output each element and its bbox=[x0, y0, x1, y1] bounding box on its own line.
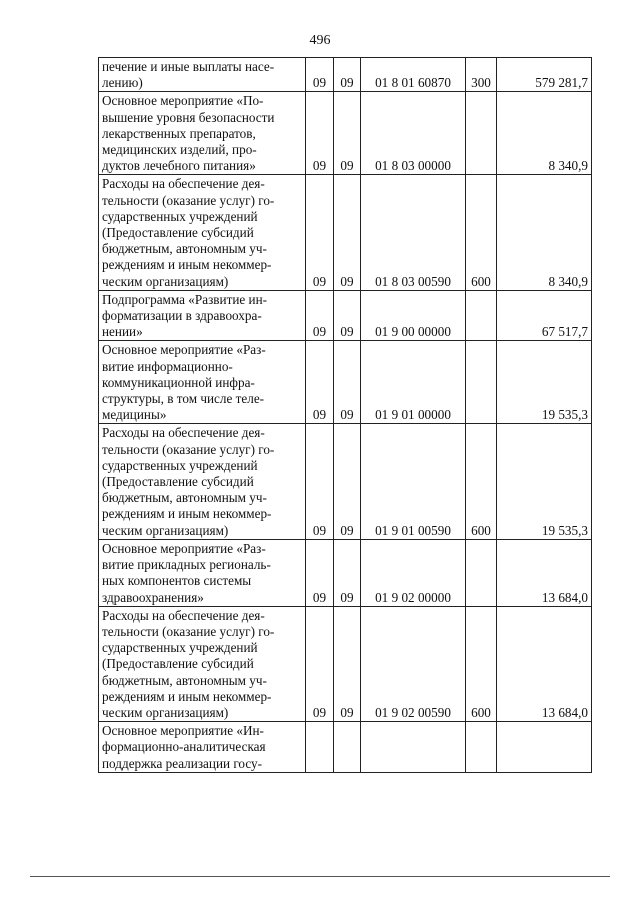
section-code-cell: 09 bbox=[306, 58, 334, 92]
table-row bbox=[99, 290, 592, 341]
expense-name-line: реждениям и иным некоммер- bbox=[102, 506, 272, 522]
expense-name-line: формационно-аналитическая bbox=[102, 739, 266, 755]
table-row bbox=[99, 175, 592, 290]
target-article-cell: 01 9 01 00000 bbox=[361, 341, 466, 424]
expense-name-cell bbox=[99, 722, 306, 773]
expense-name-cell bbox=[99, 606, 306, 721]
expense-name-cell bbox=[99, 341, 306, 424]
target-article-cell: 01 9 01 00590 bbox=[361, 424, 466, 539]
expense-name-line: (Предоставление субсидий bbox=[102, 225, 254, 241]
target-article-cell bbox=[361, 722, 466, 773]
expense-name-line: витие информационно- bbox=[102, 358, 233, 374]
subsection-code-cell bbox=[334, 722, 361, 773]
expense-name-line: ческим организациям) bbox=[102, 704, 229, 720]
expense-type-cell bbox=[466, 92, 497, 175]
expense-name-line: Основное мероприятие «Ин- bbox=[102, 723, 264, 739]
expense-name-line: реждениям и иным некоммер- bbox=[102, 688, 272, 704]
subsection-code-cell: 09 bbox=[334, 290, 361, 341]
expense-name-line: форматизации в здравоохра- bbox=[102, 308, 262, 324]
expense-type-cell bbox=[466, 722, 497, 773]
section-code-cell: 09 bbox=[306, 539, 334, 606]
target-article-cell: 01 8 03 00590 bbox=[361, 175, 466, 290]
target-article-cell: 01 8 01 60870 bbox=[361, 58, 466, 92]
expense-name-line: ных компонентов системы bbox=[102, 573, 252, 589]
subsection-code-cell: 09 bbox=[334, 175, 361, 290]
expense-name-line: коммуникационной инфра- bbox=[102, 374, 255, 390]
expense-name-line: сударственных учреждений bbox=[102, 640, 258, 656]
expense-name-line: Основное мероприятие «По- bbox=[102, 93, 264, 109]
expense-name-line: поддержка реализации госу- bbox=[102, 755, 263, 771]
section-code-cell: 09 bbox=[306, 341, 334, 424]
expense-type-cell bbox=[466, 341, 497, 424]
section-code-cell: 09 bbox=[306, 606, 334, 721]
table-row bbox=[99, 92, 592, 175]
section-code-cell: 09 bbox=[306, 175, 334, 290]
expense-name-line: лекарственных препаратов, bbox=[102, 125, 256, 141]
subsection-code-cell: 09 bbox=[334, 606, 361, 721]
subsection-code-cell: 09 bbox=[334, 58, 361, 92]
section-code-cell bbox=[306, 722, 334, 773]
amount-cell: 579 281,7 bbox=[497, 58, 592, 92]
expense-name-line: (Предоставление субсидий bbox=[102, 474, 254, 490]
expense-name-line: структуры, в том числе теле- bbox=[102, 391, 265, 407]
expense-name-cell bbox=[99, 175, 306, 290]
table-row bbox=[99, 539, 592, 606]
expense-name-cell bbox=[99, 58, 306, 92]
expense-name-line: медицины» bbox=[102, 407, 167, 423]
expense-name-line: Основное мероприятие «Раз- bbox=[102, 540, 266, 556]
expense-type-cell: 600 bbox=[466, 175, 497, 290]
expense-name-cell bbox=[99, 424, 306, 539]
expense-name-line: печение и иные выплаты насе- bbox=[102, 59, 275, 74]
expense-name-line: Расходы на обеспечение дея- bbox=[102, 425, 265, 441]
amount-cell: 67 517,7 bbox=[497, 290, 592, 341]
amount-cell: 13 684,0 bbox=[497, 539, 592, 606]
expense-name-line: вышение уровня безопасности bbox=[102, 109, 275, 125]
amount-cell: 13 684,0 bbox=[497, 606, 592, 721]
expense-name-line: тельности (оказание услуг) го- bbox=[102, 623, 275, 639]
subsection-code-cell: 09 bbox=[334, 539, 361, 606]
table-row bbox=[99, 58, 592, 92]
amount-cell: 8 340,9 bbox=[497, 175, 592, 290]
footer-rule bbox=[30, 876, 610, 877]
expense-name-cell bbox=[99, 92, 306, 175]
page-number: 496 bbox=[309, 33, 331, 48]
table-row bbox=[99, 341, 592, 424]
expense-name-line: Расходы на обеспечение дея- bbox=[102, 607, 265, 623]
amount-cell: 8 340,9 bbox=[497, 92, 592, 175]
amount-cell: 19 535,3 bbox=[497, 341, 592, 424]
table-row bbox=[99, 722, 592, 773]
expense-name-line: тельности (оказание услуг) го- bbox=[102, 192, 275, 208]
expense-type-cell: 600 bbox=[466, 606, 497, 721]
expense-name-line: нении» bbox=[102, 324, 143, 340]
budget-table-body bbox=[99, 58, 592, 773]
amount-cell: 19 535,3 bbox=[497, 424, 592, 539]
budget-table bbox=[98, 57, 592, 773]
expense-name-line: сударственных учреждений bbox=[102, 457, 258, 473]
expense-name-line: медицинских изделий, про- bbox=[102, 142, 257, 158]
expense-name-line: сударственных учреждений bbox=[102, 208, 258, 224]
expense-name-line: витие прикладных региональ- bbox=[102, 557, 271, 573]
expense-name-line: бюджетным, автономным уч- bbox=[102, 490, 267, 506]
subsection-code-cell: 09 bbox=[334, 424, 361, 539]
expense-name-line: тельности (оказание услуг) го- bbox=[102, 441, 275, 457]
table-row bbox=[99, 424, 592, 539]
expense-type-cell bbox=[466, 290, 497, 341]
expense-name-line: Подпрограмма «Развитие ин- bbox=[102, 291, 268, 307]
expense-name-line: бюджетным, автономным уч- bbox=[102, 241, 267, 257]
section-code-cell: 09 bbox=[306, 290, 334, 341]
expense-name-cell bbox=[99, 539, 306, 606]
section-code-cell: 09 bbox=[306, 424, 334, 539]
expense-name-line: реждениям и иным некоммер- bbox=[102, 257, 272, 273]
table-row bbox=[99, 606, 592, 721]
section-code-cell: 09 bbox=[306, 92, 334, 175]
subsection-code-cell: 09 bbox=[334, 341, 361, 424]
expense-name-cell bbox=[99, 290, 306, 341]
expense-name-line: здравоохранения» bbox=[102, 589, 204, 605]
amount-cell bbox=[497, 722, 592, 773]
target-article-cell: 01 8 03 00000 bbox=[361, 92, 466, 175]
expense-name-line: Основное мероприятие «Раз- bbox=[102, 342, 266, 358]
expense-name-line: дуктов лечебного питания» bbox=[102, 158, 256, 174]
target-article-cell: 01 9 00 00000 bbox=[361, 290, 466, 341]
expense-name-line: ческим организациям) bbox=[102, 522, 229, 538]
expense-name-line: Расходы на обеспечение дея- bbox=[102, 176, 265, 192]
expense-name-line: (Предоставление субсидий bbox=[102, 656, 254, 672]
expense-type-cell: 600 bbox=[466, 424, 497, 539]
expense-type-cell: 300 bbox=[466, 58, 497, 92]
target-article-cell: 01 9 02 00590 bbox=[361, 606, 466, 721]
expense-name-line: лению) bbox=[102, 75, 143, 91]
expense-name-line: ческим организациям) bbox=[102, 273, 229, 289]
expense-type-cell bbox=[466, 539, 497, 606]
subsection-code-cell: 09 bbox=[334, 92, 361, 175]
expense-name-line: бюджетным, автономным уч- bbox=[102, 672, 267, 688]
target-article-cell: 01 9 02 00000 bbox=[361, 539, 466, 606]
